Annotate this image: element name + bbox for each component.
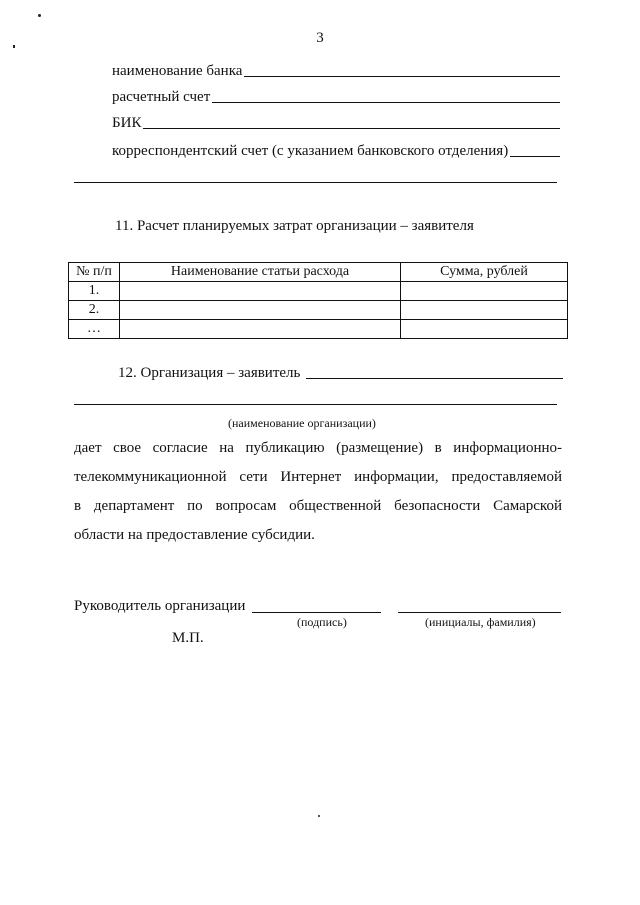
row-number: 1.: [69, 282, 120, 301]
bik-field[interactable]: [112, 112, 560, 132]
row-number: …: [69, 320, 120, 339]
page-number: 3: [316, 30, 324, 46]
scan-mark: [38, 14, 41, 17]
table-row: [69, 282, 568, 301]
seal-mark: М.П.: [172, 630, 204, 646]
col-item-header: Наименование статьи расхода: [120, 263, 401, 282]
consent-line: области на предоставление субсидии.: [74, 527, 315, 543]
table-header-row: [69, 263, 568, 282]
scan-mark: [318, 815, 320, 817]
corr-account-continuation-line[interactable]: [74, 182, 557, 183]
consent-line: телекоммуникационной сети Интернет информации, предоставляемой: [74, 469, 562, 485]
name-caption: (инициалы, фамилия): [425, 615, 536, 629]
account-line: [212, 102, 560, 103]
row-number: 2.: [69, 301, 120, 320]
corr-account-line: [510, 156, 560, 157]
consent-paragraph: [74, 434, 562, 550]
section-12-label: 12. Организация – заявитель: [118, 365, 301, 381]
name-line[interactable]: [398, 612, 561, 613]
bank-name-label: наименование банка: [112, 63, 243, 79]
row-item-cell[interactable]: [120, 282, 401, 301]
row-sum-cell[interactable]: [401, 301, 568, 320]
corr-account-label: корреспондентский счет (с указанием банковского отделения): [112, 143, 509, 159]
bank-name-field[interactable]: [112, 60, 560, 80]
row-item-cell[interactable]: [120, 301, 401, 320]
signature-line[interactable]: [252, 612, 381, 613]
row-item-cell[interactable]: [120, 320, 401, 339]
consent-line: в департамент по вопросам общественной безопасности Самарской: [74, 498, 562, 514]
signature-caption: (подпись): [297, 615, 347, 629]
table-row: [69, 320, 568, 339]
account-label: расчетный счет: [112, 89, 211, 105]
bik-line: [143, 128, 560, 129]
col-number-header: № п/п: [69, 263, 120, 282]
section-11-title: 11. Расчет планируемых затрат организации – заявителя: [115, 218, 474, 234]
expenses-table: [68, 262, 568, 339]
head-of-organization-label: Руководитель организации: [74, 598, 246, 614]
table-row: [69, 301, 568, 320]
organization-name-line[interactable]: [306, 378, 563, 379]
account-field[interactable]: [112, 86, 560, 106]
row-sum-cell[interactable]: [401, 282, 568, 301]
consent-line: дает свое согласие на публикацию (размещение) в информационно-: [74, 440, 562, 456]
col-sum-header: Сумма, рублей: [401, 263, 568, 282]
bik-label: БИК: [112, 115, 142, 131]
organization-caption: (наименование организации): [228, 416, 376, 430]
bank-name-line: [244, 76, 560, 77]
organization-name-line-2[interactable]: [74, 404, 557, 405]
corr-account-field[interactable]: [112, 140, 560, 160]
row-sum-cell[interactable]: [401, 320, 568, 339]
